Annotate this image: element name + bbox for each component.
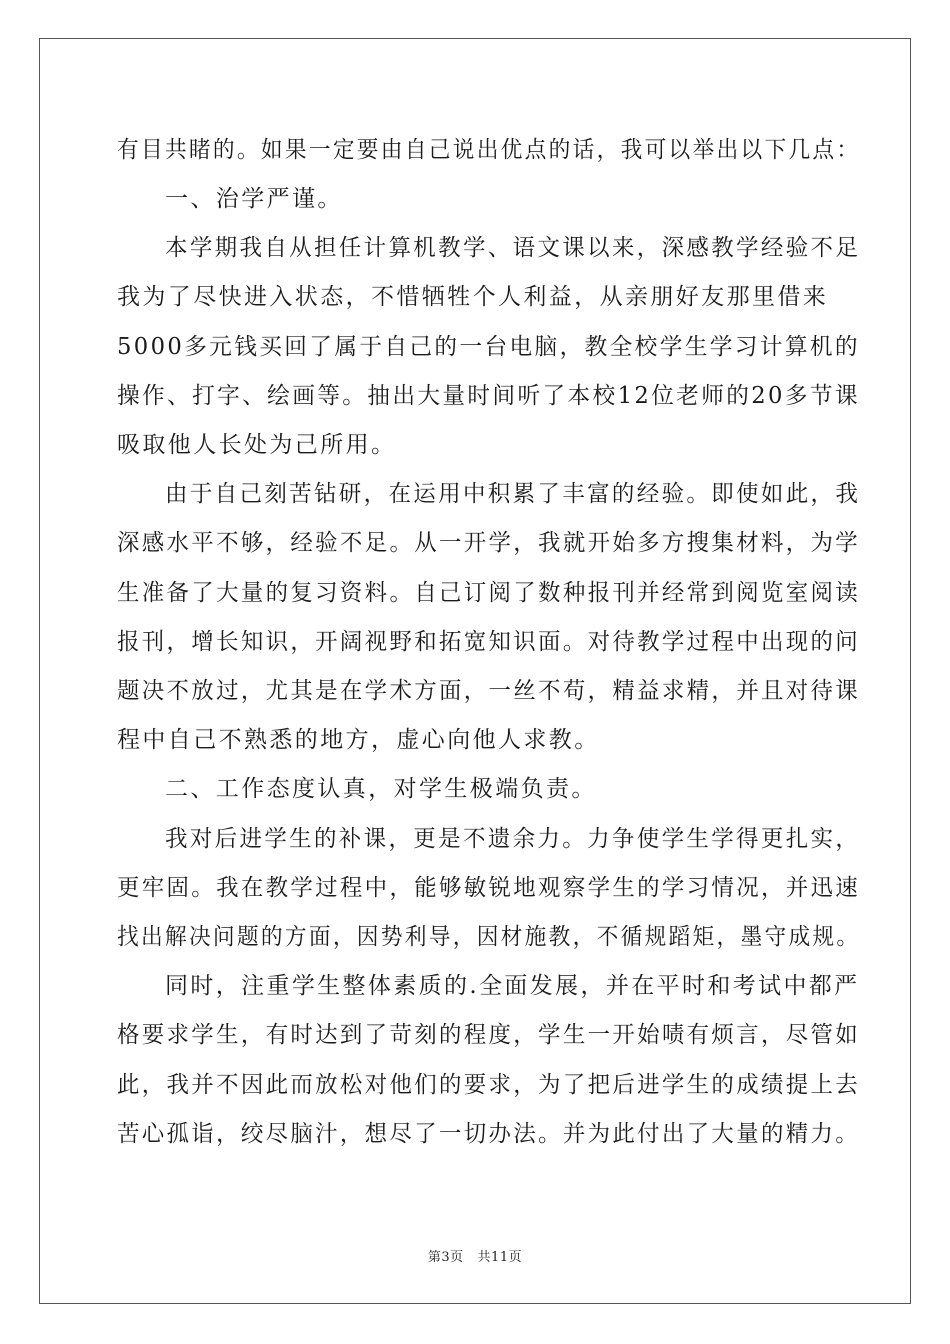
text-line-12: 题决不放过，尤其是在学术方面，一丝不苟，精益求精，并且对待课 <box>117 678 861 704</box>
text-line-7: 吸取他人长处为己所用。 <box>117 432 397 458</box>
heading-rigorous-scholarship: 一、治学严谨。 <box>165 186 343 212</box>
text-line-11: 报刊，增长知识，开阔视野和拓宽知识面。对待教学过程中出现的问 <box>117 629 861 655</box>
text-line-21: 苦心孤诣，绞尽脑汁，想尽了一切办法。并为此付出了大量的精力。 <box>117 1121 861 1147</box>
text-line-6: 操作、打字、绘画等。抽出大量时间听了本校12位老师的20多节课 <box>117 383 860 409</box>
text-line-1: 有目共睹的。如果一定要由自己说出优点的话，我可以举出以下几点： <box>117 137 861 163</box>
text-line-19: 格要求学生，有时达到了苛刻的程度，学生一开始啧有烦言，尽管如 <box>117 1022 861 1048</box>
text-line-5: 5000多元钱买回了属于自己的一台电脑，教全校学生学习计算机的 <box>117 334 860 360</box>
text-line-16: 更牢固。我在教学过程中，能够敏锐地观察学生的学习情况，并迅速 <box>117 875 861 901</box>
text-line-13: 程中自己不熟悉的地方，虚心向他人求教。 <box>117 727 600 753</box>
text-line-8: 由于自己刻苦钻研，在运用中积累了丰富的经验。即使如此，我 <box>165 481 861 507</box>
text-line-20: 此，我并不因此而放松对他们的要求，为了把后进学生的成绩提上去 <box>117 1072 861 1098</box>
text-line-3: 本学期我自从担任计算机教学、语文课以来，深感教学经验不足 <box>165 235 861 261</box>
text-line-9: 深感水平不够，经验不足。从一开学，我就开始多方搜集材料，为学 <box>117 530 861 556</box>
page-number-footer: 第3页 共11页 <box>427 1250 523 1265</box>
text-line-15: 我对后进学生的补课，更是不遗余力。力争使学生学得更扎实， <box>165 826 861 852</box>
text-line-18: 同时，注重学生整体素质的.全面发展，并在平时和考试中都严 <box>165 973 860 999</box>
text-line-4: 我为了尽快进入状态，不惜牺牲个人利益，从亲朋好友那里借来 <box>117 284 829 310</box>
heading-work-attitude: 二、工作态度认真，对学生极端负责。 <box>165 776 597 802</box>
text-line-10: 生准备了大量的复习资料。自己订阅了数种报刊并经常到阅览室阅读 <box>117 580 861 606</box>
text-line-17: 找出解决问题的方面，因势利导，因材施教，不循规蹈矩，墨守成规。 <box>117 924 861 950</box>
